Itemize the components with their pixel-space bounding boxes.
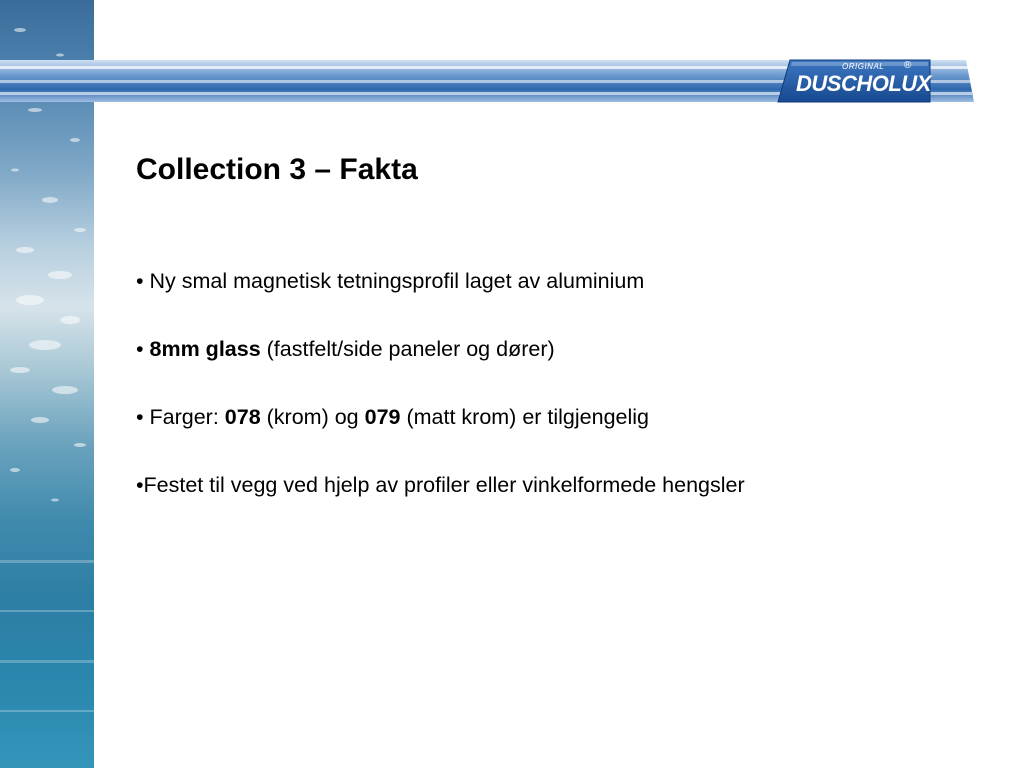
bullet-text: Farger: (149, 405, 225, 429)
bullet-text: (fastfelt/side paneler og dører) (260, 337, 555, 361)
bullet-item-profile (136, 266, 996, 296)
bullet-item-colors (136, 402, 996, 432)
water-splash-texture (0, 0, 94, 768)
bullet-marker: • (136, 405, 150, 429)
slide-title: Collection 3 – Fakta (136, 153, 418, 186)
bullet-text: (matt krom) er tilgjengelig (400, 405, 650, 429)
color-code-079: 079 (364, 405, 401, 429)
logo-wordmark: DUSCHOLUX (796, 71, 931, 96)
bullet-item-mounting (136, 470, 996, 500)
logo-registered-mark: ® (904, 60, 912, 71)
color-code-078: 078 (224, 405, 261, 429)
brand-logo (786, 60, 930, 102)
logo-original-label: ORIGINAL (842, 62, 885, 71)
bullet-text: (krom) og (260, 405, 365, 429)
bullet-bold-text: 8mm glass (149, 337, 261, 361)
bullet-list (136, 266, 996, 538)
water-splash-image (0, 0, 94, 768)
bullet-text: Ny smal magnetisk tetningsprofil laget av aluminium (149, 269, 645, 293)
bullet-text: Festet til vegg ved hjelp av profiler eller vinkelformede hengsler (143, 473, 745, 497)
bullet-item-glass (136, 334, 996, 364)
bullet-marker: • (136, 337, 150, 361)
bullet-marker: • (136, 269, 150, 293)
bullet-marker: • (136, 473, 144, 497)
